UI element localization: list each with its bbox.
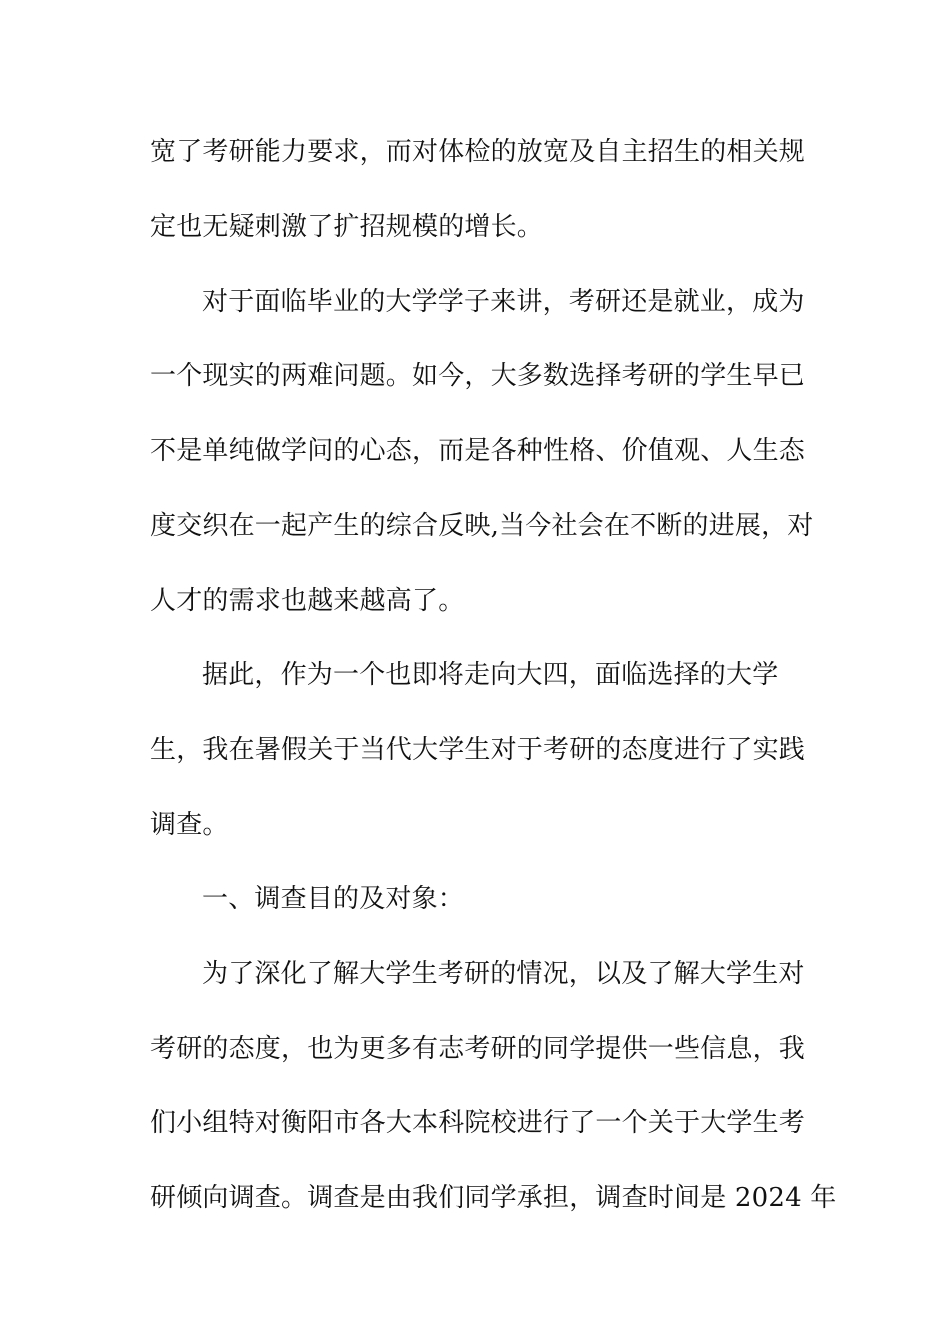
section-heading: 一、调查目的及对象： <box>202 884 465 914</box>
text-line: 宽了考研能力要求，而对体检的放宽及自主招生的相关规 <box>150 137 806 167</box>
text-line: 研倾向调查。调查是由我们同学承担，调查时间是 2024 年 <box>150 1183 837 1213</box>
text-line: 人才的需求也越来越高了。 <box>150 586 465 616</box>
text-line: 一个现实的两难问题。如今，大多数选择考研的学生早已 <box>150 361 806 391</box>
text-line: 调查。 <box>150 810 229 840</box>
text-line: 生，我在暑假关于当代大学生对于考研的态度进行了实践 <box>150 735 806 765</box>
paragraph-first-line: 据此，作为一个也即将走向大四，面临选择的大学 <box>202 660 779 690</box>
paragraph-first-line: 为了深化了解大学生考研的情况，以及了解大学生对 <box>202 959 805 989</box>
text-line: 考研的态度，也为更多有志考研的同学提供一些信息，我 <box>150 1034 806 1064</box>
text-line: 定也无疑刺激了扩招规模的增长。 <box>150 212 544 242</box>
text-line: 们小组特对衡阳市各大本科院校进行了一个关于大学生考 <box>150 1108 806 1138</box>
paragraph-first-line: 对于面临毕业的大学学子来讲，考研还是就业，成为 <box>202 287 805 317</box>
text-line: 度交织在一起产生的综合反映,当今社会在不断的进展，对 <box>150 511 814 541</box>
text-line: 不是单纯做学问的心态，而是各种性格、价值观、人生态 <box>150 436 806 466</box>
